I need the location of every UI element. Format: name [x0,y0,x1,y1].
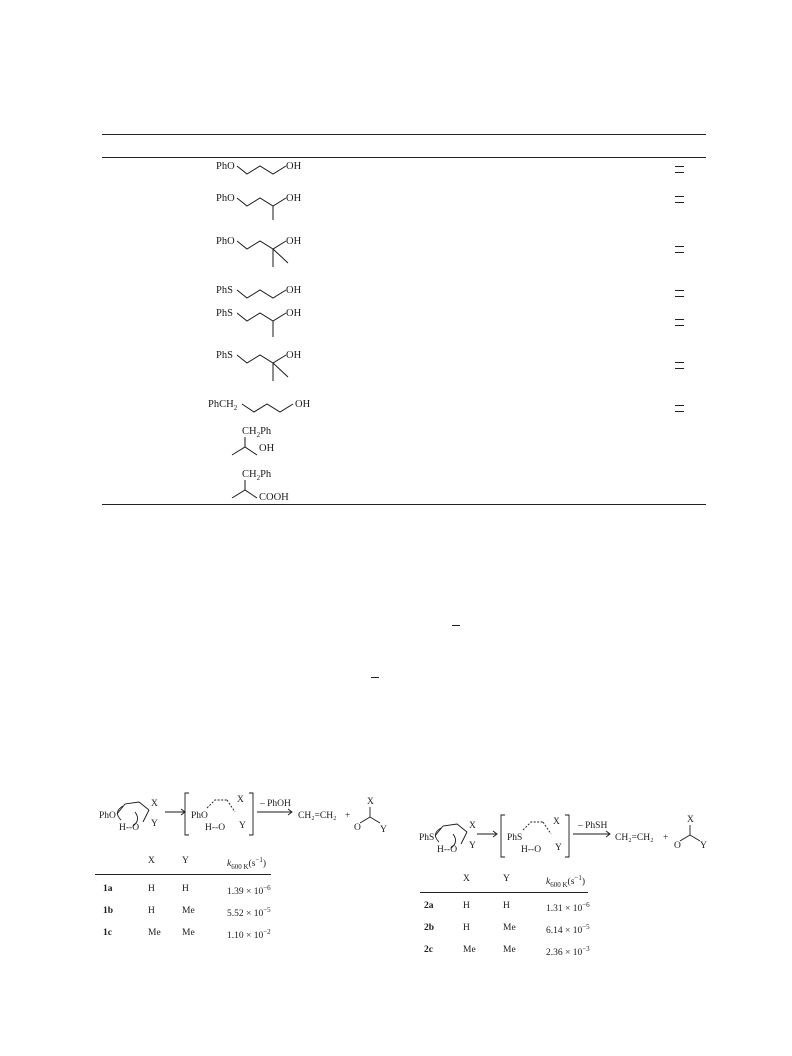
svg-text:X: X [469,821,476,831]
row-id: 2b [424,923,435,933]
row-x: H [463,901,470,911]
col-header-k: $k_{600 K}(s^{-1})$ [546,874,586,890]
col-header-y: Y [503,874,510,884]
svg-text:+: + [663,833,669,843]
svg-text:PhS: PhS [507,833,523,843]
svg-text:O: O [674,841,681,851]
row-y: H [503,901,510,911]
row-y: Me [182,906,195,916]
structure-row-9 [225,466,305,504]
svg-text:Y: Y [469,841,476,851]
svg-text:X: X [553,817,560,827]
svg-text:H--O: H--O [521,845,542,855]
svg-text:OH: OH [286,285,302,296]
col-header-x: X [463,874,470,884]
svg-text:H--O: H--O [437,845,458,855]
svg-text:PhO: PhO [216,161,235,172]
row-y: Me [182,928,195,938]
svg-text:OH: OH [286,236,302,247]
row-x: Me [148,928,161,938]
header-rule [420,892,588,893]
row-y: H [182,884,189,894]
col-header-y: Y [182,856,189,866]
overbar-mark-2 [371,677,379,678]
row-id: 2c [424,945,433,955]
svg-text:X: X [151,799,158,809]
scheme-1-rate-table [95,852,280,942]
svg-text:Y: Y [700,841,707,851]
svg-text:PhO: PhO [191,811,208,821]
svg-text:PhS: PhS [216,285,233,296]
svg-text:+: + [345,811,351,821]
equals-mark-row-2 [675,196,684,203]
table-bottom-rule [102,504,706,505]
row-id: 1a [103,884,113,894]
col-header-k: $k_{600 K}(s^{-1})$ [227,856,267,872]
structure-row-7 [200,396,330,420]
svg-text:PhO: PhO [216,193,235,204]
row-k: $1.39 \times 10^{-6}$ [227,884,271,898]
structure-row-6 [210,347,320,387]
table-header-rule [102,157,706,158]
svg-text:CH2Ph: $CH_2Ph$ [242,426,272,439]
equals-mark-row-4 [675,290,684,297]
structure-row-2 [210,190,320,224]
svg-text:PhS: PhS [216,350,233,361]
structure-row-8 [225,423,305,459]
svg-text:OH: OH [286,161,302,172]
row-x: H [463,923,470,933]
svg-text:OH: OH [286,350,302,361]
structure-row-4 [210,282,320,306]
row-y: Me [503,945,516,955]
row-k: $6.14 \times 10^{-5}$ [546,923,590,937]
row-x: H [148,884,155,894]
svg-text:OH: OH [259,443,275,454]
row-id: 2a [424,901,434,911]
svg-text:PhS: PhS [419,833,435,843]
structure-row-5 [210,305,320,343]
row-y: Me [503,923,516,933]
scheme-1-reaction [95,790,390,840]
row-x: Me [463,945,476,955]
row-x: H [148,906,155,916]
svg-text:O: O [354,823,361,833]
svg-text:OH: OH [286,193,302,204]
equals-mark-row-1 [675,166,684,173]
row-k: $2.36 \times 10^{-3}$ [546,945,590,959]
svg-text:X: X [367,797,374,807]
equals-mark-row-5 [675,319,684,326]
row-k: $1.31 \times 10^{-6}$ [546,901,590,915]
overbar-mark-1 [452,625,460,626]
svg-text:CH2Ph: $CH_2Ph$ [242,469,272,482]
scheme-2-reaction [415,812,715,862]
svg-text:PhCH2: PhCH$_2$ [208,399,238,412]
structure-row-3 [210,233,320,273]
svg-text:COOH: COOH [259,492,289,503]
row-id: 1c [103,928,112,938]
svg-text:PhO: PhO [216,236,235,247]
svg-text:CH₂=CH₂: CH₂=CH₂ [298,811,337,821]
row-k: $1.10 \times 10^{-2}$ [227,928,271,942]
col-header-x: X [148,856,155,866]
svg-text:PhO: PhO [99,811,116,821]
svg-text:Y: Y [380,825,387,835]
equals-mark-row-6 [675,362,684,369]
svg-text:CH₂=CH₂: CH₂=CH₂ [615,833,654,843]
svg-text:OH: OH [295,399,311,410]
table-top-rule [102,134,706,135]
equals-mark-row-7 [675,405,684,412]
equals-mark-row-3 [675,246,684,253]
row-k: $5.52 \times 10^{-5}$ [227,906,271,920]
svg-text:X: X [237,795,244,805]
scheme-2-rate-table [420,870,605,960]
svg-text:Y: Y [239,821,246,831]
svg-text:OH: OH [286,308,302,319]
svg-text:PhS: PhS [216,308,233,319]
svg-text:– PhSH: – PhSH [578,821,608,831]
header-rule [95,874,271,875]
structure-row-1 [210,158,320,182]
svg-text:H--O: H--O [119,823,140,833]
svg-text:Y: Y [151,819,158,829]
svg-text:X: X [687,815,694,825]
svg-text:H--O: H--O [205,823,226,833]
svg-text:– PhOH: – PhOH [260,799,291,809]
svg-text:Y: Y [555,843,562,853]
row-id: 1b [103,906,114,916]
